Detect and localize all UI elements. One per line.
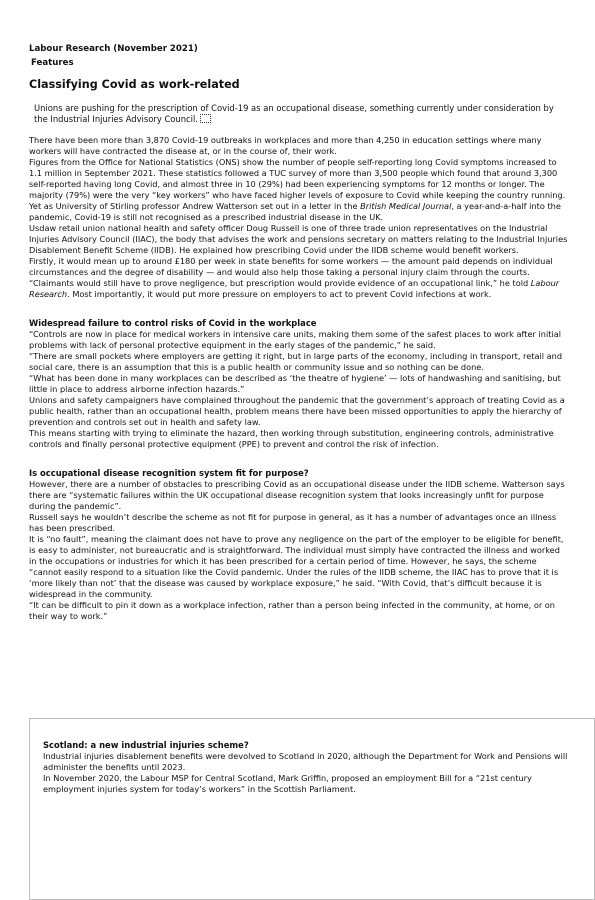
body-paragraph: However, there are a number of obstacles to prescribing Covid as an occupational disease under the IIDB scheme. Watterson says there are “systematic failures within the UK occupational disease recognition system that looks increasingly unfit for purpose during the pandemic”. <box>29 479 565 511</box>
publication-header: Labour Research (November 2021) <box>29 44 198 54</box>
body-paragraph: “It can be difficult to pin it down as a workplace infection, rather than a person being infected in the community, at home, or on their way to work.” <box>29 600 555 621</box>
journal-title: British Medical Journal <box>360 201 452 211</box>
body-paragraph <box>29 201 569 223</box>
publication-name: Labour Research <box>29 278 560 299</box>
section-heading: Is occupational disease recognition system fit for purpose? <box>29 468 309 478</box>
body-paragraph: This means starting with trying to eliminate the hazard, then working through substitution, engineering controls, administrative controls and finally personal protective equipment (PPE) to prevent and control the risk of infection. <box>29 428 554 449</box>
article-page <box>29 43 569 794</box>
sidebar-box-content <box>43 740 583 795</box>
body-paragraph: Figures from the Office for National Statistics (ONS) show the number of people self-reporting long Covid symptoms increased to 1.1 million in September 2021. These statistics followed a TUC survey of more than 3,500 people which found that around 3,300 self-reported having long Covid, and almost three in 10 (29%) had been experiencing symptoms for 12 months or longer. The majority (79%) were the very “key workers” who have faced higher levels of exposure to Covid while keeping the country running. <box>29 157 566 200</box>
placeholder-glyph-icon <box>200 114 211 123</box>
box-heading: Scotland: a new industrial injuries scheme? <box>43 740 249 750</box>
article-standfirst <box>34 103 569 125</box>
body-text-run: , a year-and-a-half into the pandemic, Covid-19 is still not recognised as a prescribed industrial disease in the UK. <box>29 201 561 222</box>
body-paragraph: Unions and safety campaigners have complained throughout the pandemic that the government’s approach of treating Covid as a public health, rather than an occupational health, problem means there have been missed opportunities to apply the hierarchy of prevention and controls set out in health and safety law. <box>29 395 565 427</box>
box-paragraph: In November 2020, the Labour MSP for Central Scotland, Mark Griffin, proposed an employment Bill for a “21st century employment injuries system for today’s workers” in the Scottish Parliament. <box>43 773 532 794</box>
body-text-run: Firstly, it would mean up to around £180 per week in state benefits for some workers — the amount paid depends on individual circumstances and the degree of disability — and would also help those taking a personal injury claim through the courts. “Claimants would still have to prove negligence, but prescription would provide evidence of an occupational link,” he told <box>29 256 553 288</box>
body-paragraph: Usdaw retail union national health and safety officer Doug Russell is one of three trade union representatives on the Industrial Injuries Advisory Council (IIAC), the body that advises the work and pensions secretary on matters relating to the Industrial Injuries Disablement Benefit Scheme (IIDB). He explained how prescribing Covid under the IIDB scheme would benefit workers. <box>29 223 568 255</box>
body-paragraph: It is “no fault”, meaning the claimant does not have to prove any negligence on the part of the employer to be eligible for benefit, is easy to administer, not bureaucratic and is straightforward. The individual must simply have contracted the illness and worked in the occupations or industries for which it has been prescribed for a certain period of time. However, he says, the scheme “cannot easily respond to a situation like the Covid pandemic. Under the rules of the IIDB scheme, the IIAC has to prove that it is ‘more likely than not’ that the disease was caused by workplace exposure,” he said. “With Covid, that’s difficult because it is widespread in the community. <box>29 534 564 599</box>
article-body <box>29 135 569 622</box>
body-paragraph: Russell says he wouldn’t describe the scheme as not fit for purpose in general, as it has a number of advantages once an illness has been prescribed. <box>29 512 557 533</box>
body-paragraph: There have been more than 3,870 Covid-19 outbreaks in workplaces and more than 4,250 in education settings where many workers will have contracted the disease at, or in the course of, their work. <box>29 135 542 156</box>
body-paragraph <box>29 256 569 300</box>
body-paragraph: “Controls are now in place for medical workers in intensive care units, making them some of the safest places to work after initial problems with lack of personal protective equipment in the early stages of the pandemic,” he said. <box>29 329 561 350</box>
section-heading: Widespread failure to control risks of Covid in the workplace <box>29 318 317 328</box>
body-text-run: Yet as University of Stirling professor Andrew Watterson set out in a letter in the <box>29 201 361 211</box>
body-paragraph: “What has been done in many workplaces can be described as ‘the theatre of hygiene’ — lots of handwashing and sanitising, but little in place to address airborne infection hazards.” <box>29 373 561 394</box>
box-paragraph: Industrial injuries disablement benefits were devolved to Scotland in 2020, although the Department for Work and Pensions will administer the benefits until 2023. <box>43 751 568 772</box>
body-paragraph: “There are small pockets where employers are getting it right, but in large parts of the economy, including in transport, retail and social care, there is an assumption that this is a public health or community issue and so nothing can be done. <box>29 351 563 372</box>
article-title: Classifying Covid as work-related <box>29 78 240 91</box>
section-label: Features <box>31 58 74 68</box>
sidebar-box <box>29 718 595 900</box>
standfirst-text: Unions are pushing for the prescription of Covid-19 as an occupational disease, something currently under consideration by the Industrial Injuries Advisory Council. <box>34 103 554 124</box>
body-text-run: . Most importantly, it would put more pressure on employers to act to prevent Covid infections at work. <box>67 289 492 299</box>
